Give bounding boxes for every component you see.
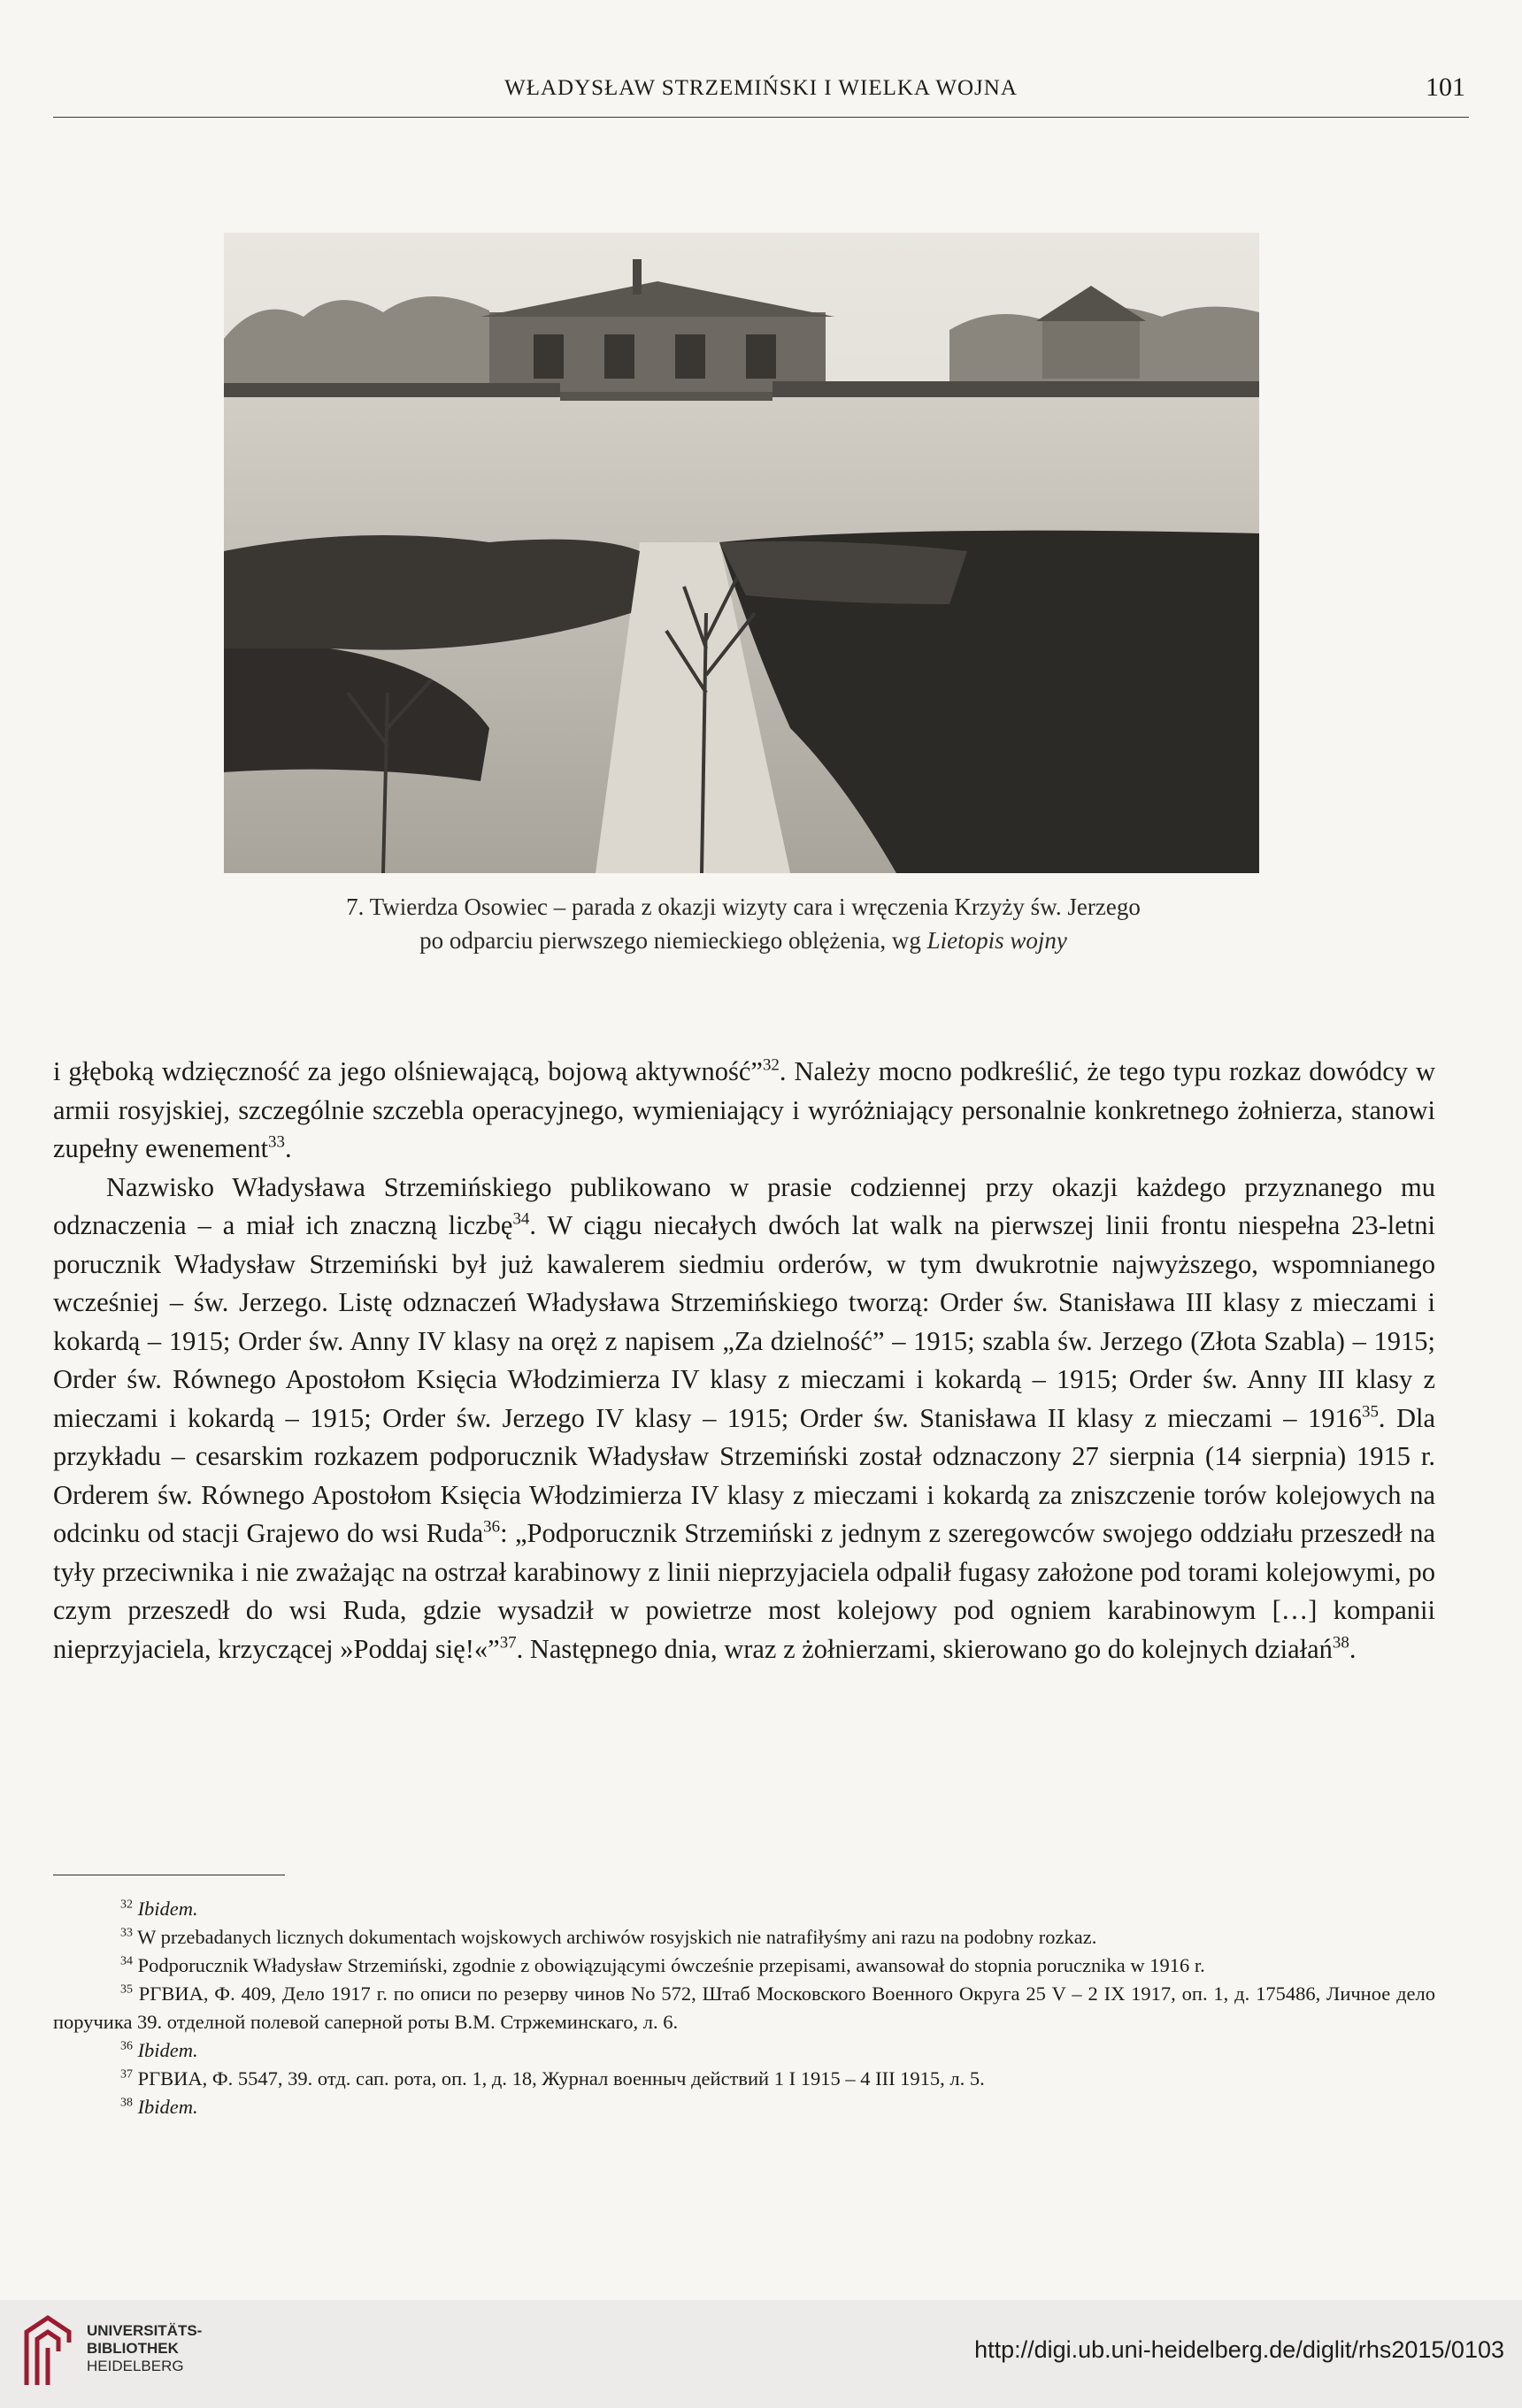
paragraph-1-text-a: i głęboką wdzięczność za jego olśniewającą, bojową aktywność”: [53, 1056, 763, 1086]
paragraph-2-text-e: . Następnego dnia, wraz z żołnierzami, skierowano go do kolejnych działań: [516, 1633, 1333, 1664]
caption-line-1: 7. Twierdza Osowiec – parada z okazji wizyty cara i wręczenia Krzyży św. Jerzego: [346, 893, 1141, 920]
figure-caption: [265, 890, 1221, 957]
footnote-33: [53, 1923, 1435, 1952]
footnote-text: Podporucznik Władysław Strzemiński, zgodnie z obowiązującymi ówcześnie przepisami, awansował do stopnia porucznika w 1916 r.: [137, 1954, 1205, 1976]
running-header: [53, 67, 1469, 118]
footnote-37: [53, 2065, 1435, 2093]
footnote-ref-37[interactable]: 37: [499, 1633, 517, 1653]
footnote-text: W przebadanych licznych dokumentach wojskowych archiwów rosyjskich nie natrafiłyśmy ani razu na podobny rozkaz.: [137, 1926, 1097, 1948]
paragraph-1-text-c: .: [284, 1133, 292, 1163]
footnote-ref-32[interactable]: 32: [762, 1055, 780, 1075]
footnote-number: 32: [120, 1898, 133, 1912]
source-url-link[interactable]: http://digi.ub.uni-heidelberg.de/diglit/rhs2015/0103: [974, 2336, 1504, 2363]
footnote-text: РГВИА, Ф. 5547, 39. отд. сап. рота, оп. 1, д. 18, Журнал военныч действий 1 I 1915 – 4 III 1915, л. 5.: [137, 2067, 985, 2090]
caption-line-2-text: po odparciu pierwszego niemieckiego oblężenia, wg: [419, 927, 921, 954]
footnote-ref-33[interactable]: 33: [268, 1132, 285, 1152]
body-text: [53, 1053, 1435, 1668]
footnote-text: Ibidem.: [137, 2039, 198, 2061]
footnote-number: 33: [120, 1926, 133, 1940]
caption-source: Lietopis wojny: [926, 927, 1067, 954]
caption-line-2: [265, 924, 1221, 957]
library-name-line-1: UNIVERSITÄTS-: [87, 2322, 203, 2339]
paragraph-2-text-b: . W ciągu niecałych dwóch lat walk na pierwszej linii frontu niespełna 23-letni porucznik Władysław Strzemiński był już kawalerem siedmiu orderów, w tym dwukrotnie najwyższego, wspomnianego wcześniej – św. Jerzego. Listę odznaczeń Władysława Strzemińskiego tworzą: Order św. Stanisława III klasy z mieczami i kokardą – 1915; Order św. Anny IV klasy na oręż z napisem „Za dzielność” – 1915; szabla św. Jerzego (Złota Szabla) – 1915; Order św. Równego Apostołom Księcia Włodzimierza IV klasy z mieczami i kokardą – 1915; Order św. Anny III klasy z mieczami i kokardą – 1915; Order św. Jerzego IV klasy – 1915; Order św. Stanisława II klasy z mieczami – 1916: [53, 1210, 1436, 1433]
library-name-line-2: BIBLIOTHEK: [87, 2340, 179, 2357]
paragraph-2-text-d: : „Podporucznik Strzemiński z jednym z szeregowców swojego oddziału przeszedł na tyły przeciwnika i nie zważając na ostrzał karabinowy z linii nieprzyjaciela odpalił fugasy założone pod torami kolejowymi, po czym przeszedł do wsi Ruda, gdzie wysadził w powietrze most kolejowy pod ogniem karabinowym […] kompanii nieprzyjaciela, krzyczącej »Poddaj się!«”: [53, 1518, 1435, 1664]
library-name: [87, 2322, 202, 2375]
footnote-35: [53, 1980, 1435, 2036]
footnote-ref-38[interactable]: 38: [1332, 1633, 1349, 1653]
footnote-text: Ibidem.: [137, 1898, 198, 1920]
footnote-ref-34[interactable]: 34: [512, 1209, 530, 1229]
photograph-image: [224, 233, 1259, 873]
paragraph-2-text-f: .: [1349, 1633, 1357, 1664]
footnote-32: [53, 1895, 1435, 1923]
library-name-line-3: HEIDELBERG: [87, 2358, 184, 2374]
paragraph-1: [53, 1053, 1435, 1169]
footnote-36: [53, 2036, 1435, 2065]
paragraph-1-text-b: . Należy mocno podkreślić, że tego typu rozkaz dowódcy w armii rosyjskiej, szczególnie szczebla operacyjnego, wymieniający i wyróżniający personalnie konkretnego żołnierza, stanowi zupełny ewenement: [53, 1056, 1436, 1163]
paragraph-2-text-c: . Dla przykładu – cesarskim rozkazem podporucznik Władysław Strzemiński został odznaczony 27 sierpnia (14 sierpnia) 1915 r. Orderem św. Równego Apostołom Księcia Włodzimierza IV klasy z mieczami i kokardą za zniszczenie torów kolejowych na odcinku od stacji Grajewo do wsi Ruda: [53, 1402, 1435, 1548]
footnote-ref-35[interactable]: 35: [1361, 1402, 1379, 1422]
footnote-ref-36[interactable]: 36: [483, 1517, 501, 1537]
footnote-number: 34: [120, 1954, 133, 1968]
paragraph-2-text-a: Nazwisko Władysława Strzemińskiego publikowano w prasie codziennej przy okazji każdego przyznanego mu odznaczenia – a miał ich znaczną liczbę: [53, 1171, 1435, 1240]
footnote-number: 38: [120, 2096, 133, 2110]
footnote-number: 37: [120, 2067, 133, 2082]
page-number: 101: [1426, 73, 1465, 102]
footnote-number: 35: [120, 1982, 133, 1997]
footnote-text: Ibidem.: [137, 2096, 198, 2118]
footnotes: [53, 1895, 1435, 2121]
paragraph-2: [53, 1169, 1435, 1669]
parade-photograph: [224, 233, 1259, 873]
footnote-34: [53, 1952, 1435, 1980]
logo-glyph: [18, 2312, 76, 2387]
ub-heidelberg-logo-icon[interactable]: [18, 2312, 76, 2387]
footnote-number: 36: [120, 2039, 133, 2053]
running-title: WŁADYSŁAW STRZEMIŃSKI I WIELKA WOJNA: [504, 76, 1018, 100]
footnote-38: [53, 2093, 1435, 2121]
footnote-text: РГВИА, Ф. 409, Дело 1917 г. по описи по резерву чинов No 572, Штаб Московского Военного Округа 25 V – 2 IX 1917, оп. 1, д. 175486, Личное дело поручика 39. отделной полевой саперной роты В.М. Стржеминскаго, л. 6.: [53, 1982, 1435, 2033]
